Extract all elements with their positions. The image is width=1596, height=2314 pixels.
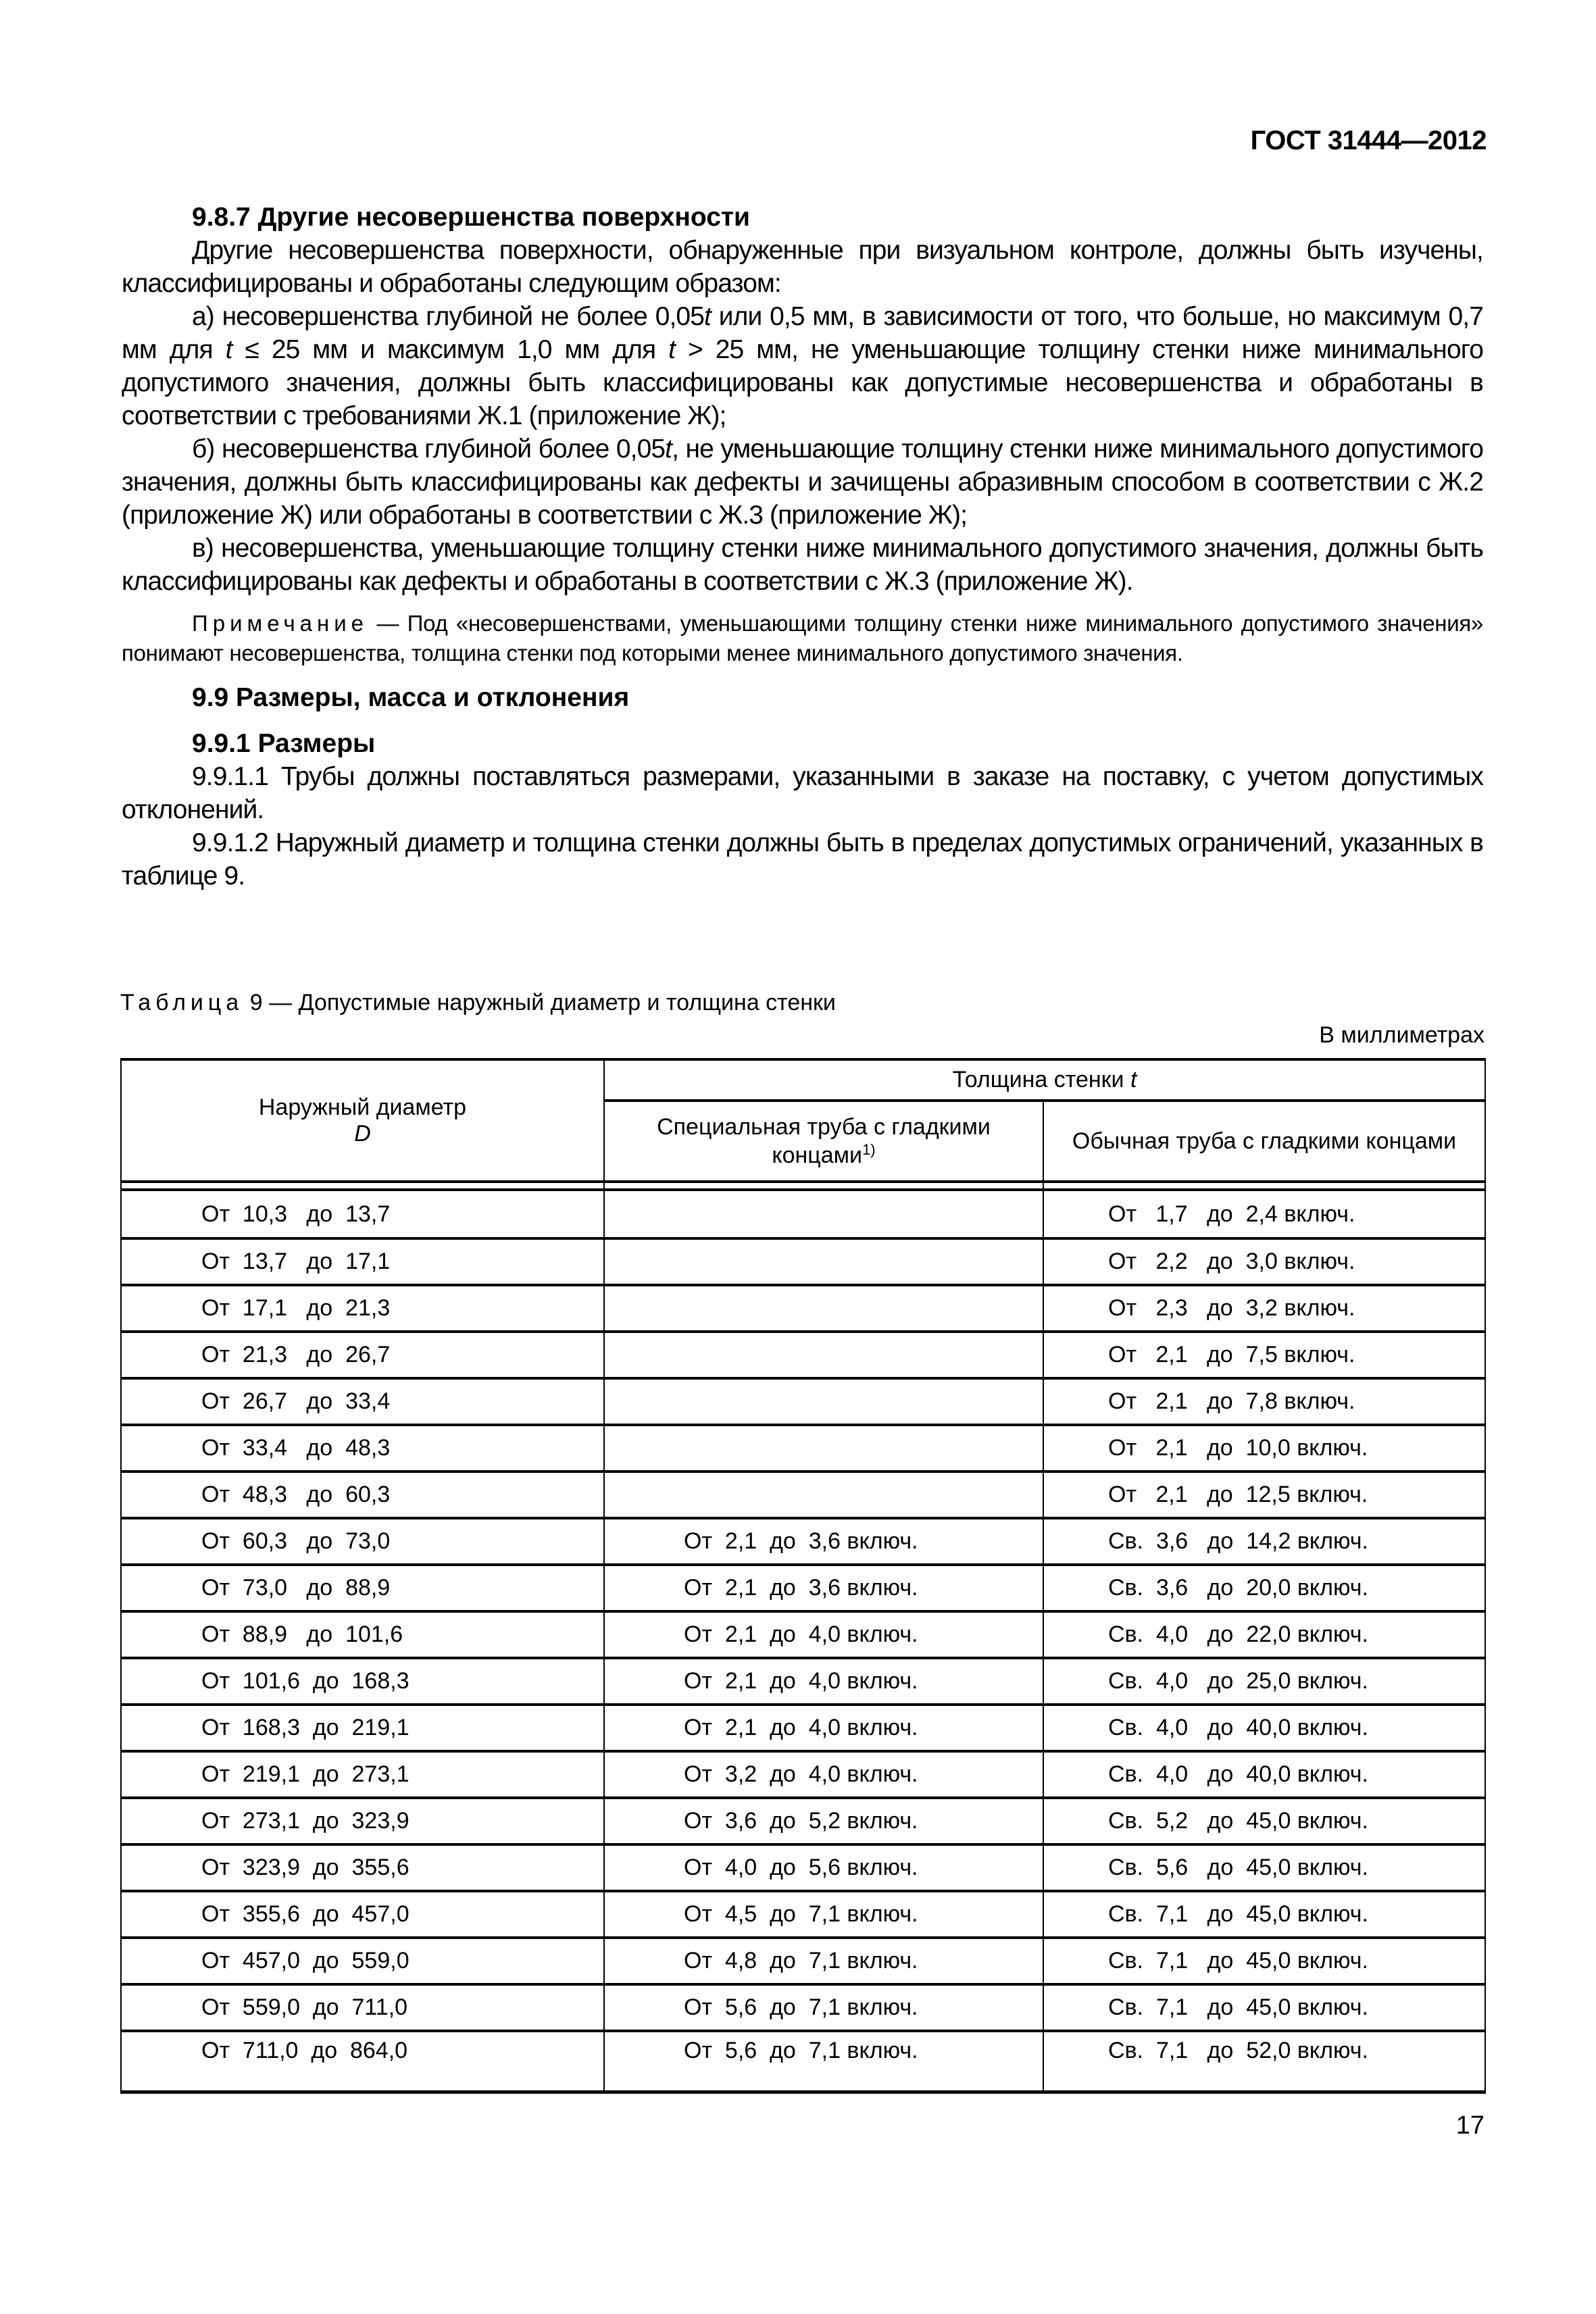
symbol-d: D — [354, 1120, 371, 1147]
cell-special: От 3,2 до 4,0 включ. — [604, 1751, 1043, 1798]
table-row — [121, 1658, 1485, 1705]
table-row — [121, 1938, 1485, 1984]
cell-regular: Св. 4,0 до 40,0 включ. — [1043, 1705, 1485, 1751]
cell-special: От 2,1 до 4,0 включ. — [604, 1658, 1043, 1705]
paragraph-item-a — [122, 300, 1483, 432]
cell-special: От 5,6 до 7,1 включ. — [604, 1984, 1043, 2031]
text: б) несовершенства глубиной более 0,05 — [192, 434, 666, 463]
header-outer-diameter — [121, 1059, 604, 1182]
cell-regular: От 2,1 до 10,0 включ. — [1043, 1425, 1485, 1472]
main-text — [122, 201, 1483, 892]
page-number: 17 — [1455, 2111, 1485, 2140]
table-row — [121, 1332, 1485, 1378]
text: а) несовершенства глубиной не более 0,05 — [192, 302, 705, 331]
cell-regular: Св. 5,6 до 45,0 включ. — [1043, 1844, 1485, 1891]
table-row — [121, 1798, 1485, 1844]
table-row — [121, 1518, 1485, 1565]
cell-diameter: От 355,6 до 457,0 — [121, 1891, 604, 1938]
cell-diameter: От 21,3 до 26,7 — [121, 1332, 604, 1378]
caption-label: Таблица — [120, 990, 244, 1015]
heading-9-9: 9.9 Размеры, масса и отклонения — [192, 683, 630, 712]
note-label: Примечание — [192, 611, 369, 636]
cell-regular: Св. 5,2 до 45,0 включ. — [1043, 1798, 1485, 1844]
cell-diameter: От 10,3 до 13,7 — [121, 1190, 604, 1238]
cell-regular: От 2,1 до 7,5 включ. — [1043, 1332, 1485, 1378]
table-row — [121, 1238, 1485, 1285]
symbol-t: t — [665, 434, 672, 463]
cell-special: От 4,0 до 5,6 включ. — [604, 1844, 1043, 1891]
heading-9-9-1: 9.9.1 Размеры — [192, 729, 376, 758]
cell-special — [604, 1378, 1043, 1425]
cell-diameter: От 457,0 до 559,0 — [121, 1938, 604, 1984]
cell-regular: Св. 7,1 до 45,0 включ. — [1043, 1984, 1485, 2031]
caption-number: 9 — [243, 990, 263, 1015]
caption-text: — Допустимые наружный диаметр и толщина стенки — [262, 990, 836, 1015]
cell-special — [604, 1238, 1043, 1285]
paragraph-9-9-1-2: 9.9.1.2 Наружный диаметр и толщина стенки должны быть в пределах допустимых ограничений, указанных в таблице 9. — [122, 828, 1483, 890]
cell-regular: От 1,7 до 2,4 включ. — [1043, 1190, 1485, 1238]
heading-9-8-7: 9.8.7 Другие несовершенства поверхности — [192, 203, 751, 232]
cell-special — [604, 1285, 1043, 1332]
cell-diameter: От 60,3 до 73,0 — [121, 1518, 604, 1565]
cell-regular: Св. 7,1 до 52,0 включ. — [1043, 2031, 1485, 2092]
text: , не уменьшающие толщину стенки ниже минимального допустимого значения, должны быть классифицированы как дефекты и зачищены абразивным способом в соответствии с Ж.2 (приложение Ж) или обработаны в соответствии с Ж.3 (приложение Ж); — [122, 434, 1484, 530]
cell-regular: Св. 4,0 до 25,0 включ. — [1043, 1658, 1485, 1705]
cell-regular: Св. 4,0 до 40,0 включ. — [1043, 1751, 1485, 1798]
cell-diameter: От 559,0 до 711,0 — [121, 1984, 604, 2031]
cell-regular: От 2,1 до 12,5 включ. — [1043, 1472, 1485, 1518]
cell-special — [604, 1332, 1043, 1378]
cell-diameter: От 88,9 до 101,6 — [121, 1611, 604, 1658]
note-text: — Под «несовершенствами, уменьшающими толщину стенки ниже минимального допустимого значения» понимают несовершенства, толщина стенки под которыми менее минимального допустимого значения. — [122, 611, 1483, 665]
paragraph-intro: Другие несовершенства поверхности, обнаруженные при визуальном контроле, должны быть изучены, классифицированы и обработаны следующим образом: — [122, 236, 1483, 298]
cell-special — [604, 1472, 1043, 1518]
cell-diameter: От 17,1 до 21,3 — [121, 1285, 604, 1332]
cell-diameter: От 168,3 до 219,1 — [121, 1705, 604, 1751]
text: > 25 мм, не уменьшающие толщину стенки ниже минимального допустимого значения, должны быть классифицированы как допустимые несовершенства и обработаны в соответствии с требованиями Ж.1 (приложение Ж); — [122, 335, 1483, 430]
cell-special — [604, 1190, 1043, 1238]
cell-diameter: От 26,7 до 33,4 — [121, 1378, 604, 1425]
header-wall-thickness — [604, 1059, 1485, 1101]
cell-diameter: От 219,1 до 273,1 — [121, 1751, 604, 1798]
cell-diameter: От 711,0 до 864,0 — [121, 2031, 604, 2092]
cell-special — [604, 1425, 1043, 1472]
paragraph-item-v: в) несовершенства, уменьшающие толщину стенки ниже минимального допустимого значения, должны быть классифицированы как дефекты и обработаны в соответствии с Ж.3 (приложение Ж). — [122, 534, 1483, 596]
cell-regular: Св. 3,6 до 20,0 включ. — [1043, 1565, 1485, 1611]
cell-special: От 2,1 до 4,0 включ. — [604, 1611, 1043, 1658]
symbol-t: t — [1130, 1067, 1137, 1092]
cell-regular: Св. 4,0 до 22,0 включ. — [1043, 1611, 1485, 1658]
table-units: В миллиметрах — [1319, 1022, 1485, 1048]
cell-regular: От 2,2 до 3,0 включ. — [1043, 1238, 1485, 1285]
header-text: Специальная труба с гладкими концами — [657, 1114, 991, 1168]
cell-diameter: От 13,7 до 17,1 — [121, 1238, 604, 1285]
separator — [1043, 1182, 1485, 1190]
symbol-t: t — [225, 335, 232, 364]
cell-regular: Св. 7,1 до 45,0 включ. — [1043, 1891, 1485, 1938]
text: или 0,5 мм, в зависимости от того, что больше, но максимум 0,7 мм для — [122, 302, 1484, 364]
cell-special: От 3,6 до 5,2 включ. — [604, 1798, 1043, 1844]
cell-diameter: От 73,0 до 88,9 — [121, 1565, 604, 1611]
header-regular-pipe: Обычная труба с гладкими концами — [1043, 1101, 1485, 1182]
table-caption — [120, 988, 1485, 1017]
header-text: Толщина стенки — [952, 1067, 1130, 1092]
cell-regular: Св. 7,1 до 45,0 включ. — [1043, 1938, 1485, 1984]
cell-diameter: От 101,6 до 168,3 — [121, 1658, 604, 1705]
separator — [604, 1182, 1043, 1190]
table-row — [121, 1565, 1485, 1611]
symbol-t: t — [704, 302, 711, 331]
cell-special: От 2,1 до 4,0 включ. — [604, 1705, 1043, 1751]
table-row — [121, 1285, 1485, 1332]
table-row — [121, 1472, 1485, 1518]
table-9 — [120, 1058, 1486, 2094]
paragraph-9-9-1-1: 9.9.1.1 Трубы должны поставляться размерами, указанными в заказе на поставку, с учетом допустимых отклонений. — [122, 762, 1483, 824]
table-row — [121, 1425, 1485, 1472]
cell-special: От 2,1 до 3,6 включ. — [604, 1518, 1043, 1565]
cell-diameter: От 48,3 до 60,3 — [121, 1472, 604, 1518]
cell-regular: От 2,1 до 7,8 включ. — [1043, 1378, 1485, 1425]
cell-diameter: От 33,4 до 48,3 — [121, 1425, 604, 1472]
header-special-pipe — [604, 1101, 1043, 1182]
cell-special: От 5,6 до 7,1 включ. — [604, 2031, 1043, 2092]
cell-diameter: От 323,9 до 355,6 — [121, 1844, 604, 1891]
paragraph-item-b — [122, 432, 1483, 532]
table-row — [121, 1891, 1485, 1938]
text: ≤ 25 мм и максимум 1,0 мм для — [232, 335, 669, 364]
table-row — [121, 1984, 1485, 2031]
separator — [121, 1182, 604, 1190]
header-text: Наружный диаметр — [258, 1094, 467, 1120]
cell-diameter: От 273,1 до 323,9 — [121, 1798, 604, 1844]
symbol-t: t — [668, 335, 676, 364]
table-row — [121, 1705, 1485, 1751]
table-row — [121, 1751, 1485, 1798]
table-row — [121, 1378, 1485, 1425]
table-row — [121, 2031, 1485, 2092]
table-row — [121, 1611, 1485, 1658]
cell-regular: От 2,3 до 3,2 включ. — [1043, 1285, 1485, 1332]
cell-special: От 2,1 до 3,6 включ. — [604, 1565, 1043, 1611]
table-row — [121, 1190, 1485, 1238]
cell-special: От 4,8 до 7,1 включ. — [604, 1938, 1043, 1984]
cell-regular: Св. 3,6 до 14,2 включ. — [1043, 1518, 1485, 1565]
footnote-marker: 1) — [862, 1141, 876, 1158]
cell-special: От 4,5 до 7,1 включ. — [604, 1891, 1043, 1938]
note — [122, 609, 1483, 668]
table-row — [121, 1844, 1485, 1891]
running-head: ГОСТ 31444—2012 — [1250, 126, 1487, 155]
